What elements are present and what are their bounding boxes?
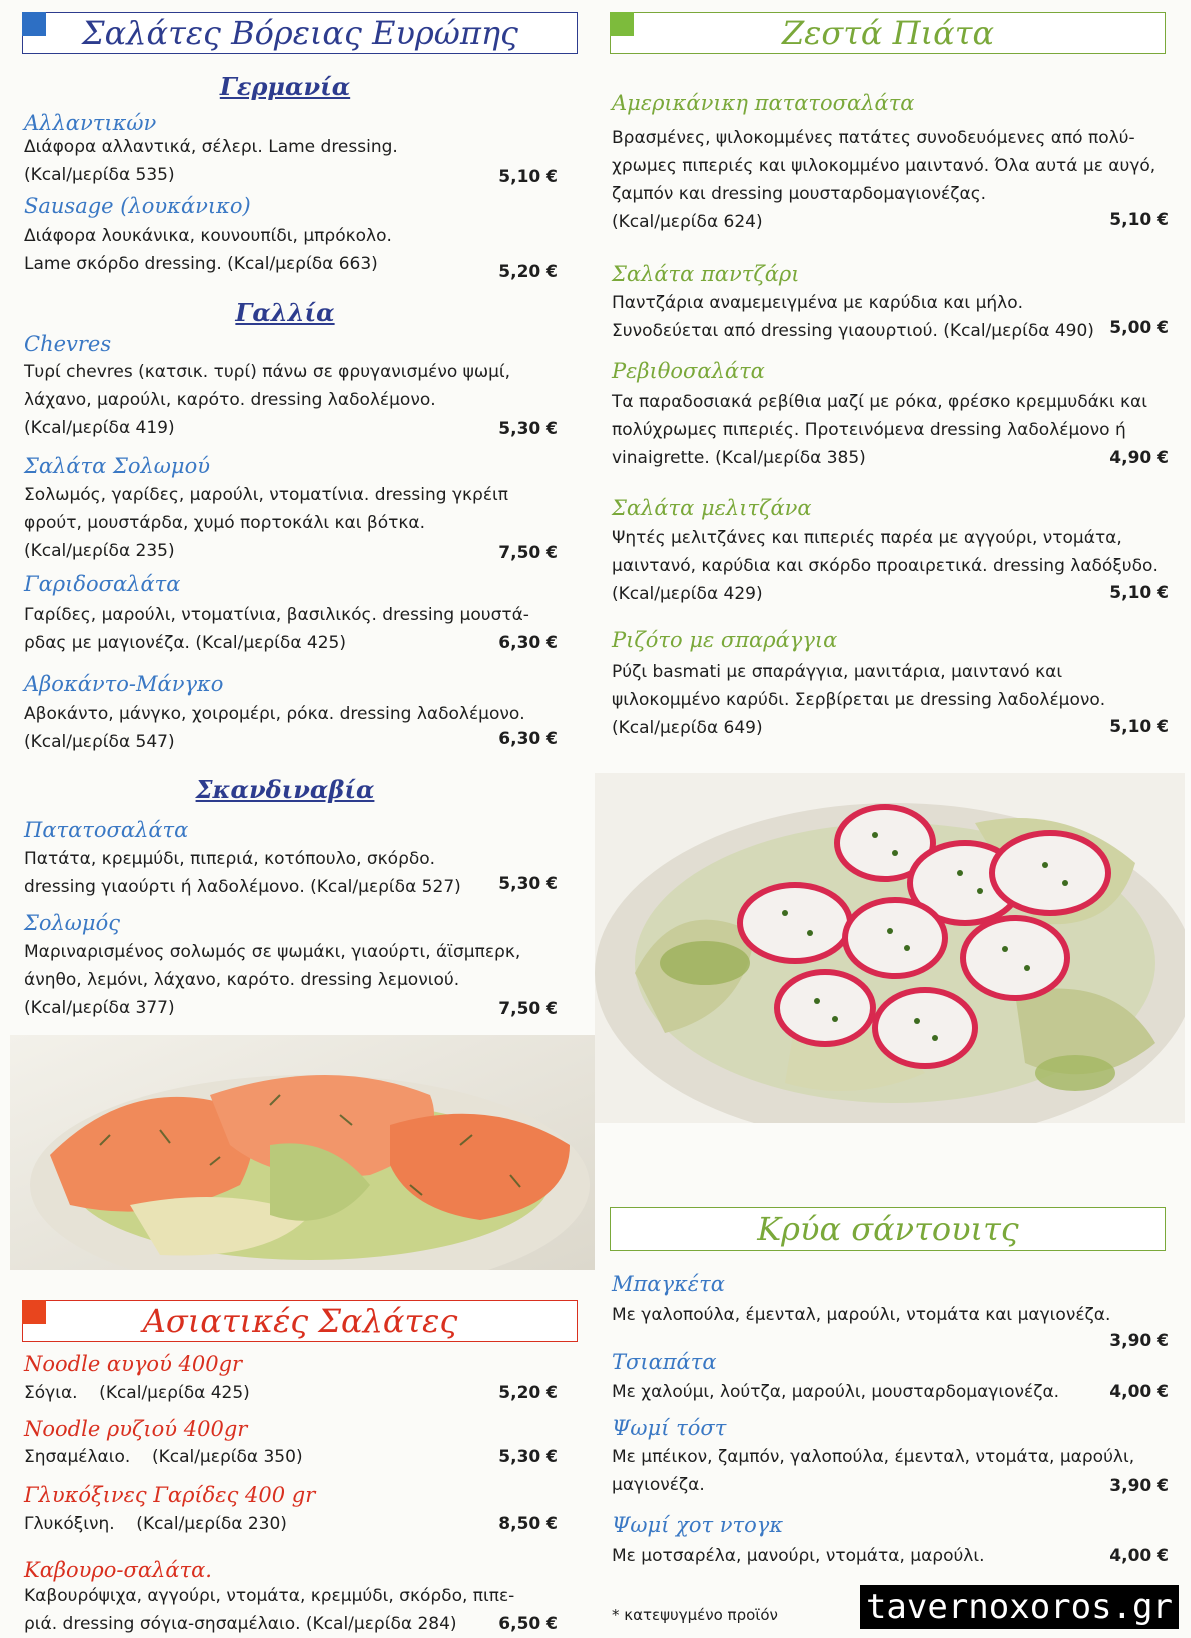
- desc-line: Τα παραδοσιακά ρεβίθια μαζί με ρόκα, φρέσκο κρεμμυδάκι και: [612, 392, 1148, 412]
- dish-price: 5,00 €: [1109, 318, 1169, 338]
- desc-line: Διάφορα λουκάνικα, κουνουπίδι, μπρόκολο.: [24, 226, 392, 246]
- dish-price: 4,00 €: [1109, 1546, 1169, 1566]
- desc-line: πολύχρωμες πιπεριές. Προτεινόμενα dressing λαδολέμονο ή: [612, 420, 1126, 440]
- desc-line: μαιντανό, καρύδια και σκόρδο προαιρετικά. dressing λαδόξυδο.: [612, 556, 1158, 576]
- dish-price: 5,20 €: [498, 262, 558, 282]
- dish-desc: [612, 388, 1182, 472]
- dish-desc: Σόγια. (Kcal/μερίδα 425): [24, 1383, 250, 1403]
- dish-price: 5,10 €: [1109, 717, 1169, 737]
- dish-price: 4,90 €: [1109, 448, 1169, 468]
- desc-line: vinaigrette. (Kcal/μερίδα 385): [612, 448, 866, 468]
- cold-sandwiches-banner: [610, 1207, 1166, 1251]
- desc-line: Αβοκάντο, μάνγκο, χοιρομέρι, ρόκα. dressing λαδολέμονο.: [24, 704, 525, 724]
- dish-name: Καβουρο-σαλάτα.: [24, 1558, 212, 1582]
- dish-price: 5,10 €: [1109, 583, 1169, 603]
- dish-price: 5,30 €: [498, 1447, 558, 1467]
- dish-price: 5,20 €: [498, 1383, 558, 1403]
- dish-desc: [612, 658, 1182, 742]
- dish-price: 3,90 €: [1109, 1476, 1169, 1496]
- dish-name: Ψωμί τόστ: [612, 1416, 727, 1440]
- desc-line: Καβουρόψιχα, αγγούρι, ντομάτα, κρεμμύδι, σκόρδο, πιπε-: [24, 1586, 515, 1606]
- desc-line: Με μπέικον, ζαμπόν, γαλοπούλα, έμενταλ, ντομάτα, μαρούλι,: [612, 1447, 1135, 1467]
- desc-line: (Kcal/μερίδα 547): [24, 732, 175, 752]
- dish-name: Sausage (λουκάνικο): [24, 194, 251, 218]
- dish-price: 8,50 €: [498, 1514, 558, 1534]
- desc-line: Τυρί chevres (κατσικ. τυρί) πάνω σε φρυγανισμένο ψωμί,: [24, 362, 511, 382]
- dish-desc: [612, 124, 1182, 236]
- dish-desc: Γλυκόξινη. (Kcal/μερίδα 230): [24, 1514, 287, 1534]
- dish-name: Πατατοσαλάτα: [24, 818, 189, 842]
- dish-desc: [612, 289, 1182, 345]
- desc-line: ριά. dressing σόγια-σησαμέλαιο. (Kcal/μερίδα 284): [24, 1614, 457, 1634]
- dish-price: 6,30 €: [498, 633, 558, 653]
- dish-price: 4,00 €: [1109, 1382, 1169, 1402]
- dish-desc: [24, 358, 564, 442]
- dish-name: Αμερικάνικη πατατοσαλάτα: [612, 91, 915, 115]
- subheading-scandinavia: Σκανδιναβία: [195, 775, 375, 804]
- dish-name: Ρεβιθοσαλάτα: [612, 359, 765, 383]
- desc-line: ρδας με μαγιονέζα. (Kcal/μερίδα 425): [24, 633, 347, 653]
- desc-line: μαγιονέζα.: [612, 1475, 705, 1495]
- desc-line: Βρασμένες, ψιλοκομμένες πατάτες συνοδευόμενες από πολύ-: [612, 128, 1135, 148]
- dish-name: Ριζότο με σπαράγγια: [612, 628, 838, 652]
- dish-price: 5,10 €: [1109, 210, 1169, 230]
- dish-desc: Με μοτσαρέλα, μανούρι, ντομάτα, μαρούλι.: [612, 1546, 985, 1566]
- desc-line: φρούτ, μουστάρδα, χυμό πορτοκάλι και βότκα.: [24, 513, 426, 533]
- dish-price: 5,30 €: [498, 419, 558, 439]
- dish-name: Τσιαπάτα: [612, 1350, 717, 1374]
- hot-dishes-title: Ζεστά Πιάτα: [781, 14, 995, 52]
- desc-line: Μαριναρισμένος σολωμός σε ψωμάκι, γιαούρτι, άϊσμπερκ,: [24, 942, 521, 962]
- dish-name: Σολωμός: [24, 911, 120, 935]
- desc-line: (Kcal/μερίδα 535): [24, 165, 175, 185]
- dish-desc: Με χαλούμι, λούτζα, μαρούλι, μουσταρδομαγιονέζα.: [612, 1382, 1060, 1402]
- desc-line: Σολωμός, γαρίδες, μαρούλι, ντοματίνια. dressing γκρέιπ: [24, 485, 509, 505]
- dish-name: Μπαγκέτα: [612, 1272, 725, 1296]
- salmon-salad-photo: [10, 1035, 595, 1270]
- desc-line: Ψητές μελιτζάνες και πιπεριές παρέα με αγγούρι, ντομάτα,: [612, 528, 1122, 548]
- subheading-germany: Γερμανία: [219, 72, 351, 101]
- radish-artichoke-photo: [595, 773, 1185, 1123]
- desc-line: άνηθο, λεμόνι, λάχανο, καρότο. dressing λεμονιού.: [24, 970, 460, 990]
- desc-line: (Kcal/μερίδα 377): [24, 998, 175, 1018]
- desc-line: Παντζάρια αναμεμειγμένα με καρύδια και μήλο.: [612, 293, 1024, 313]
- hot-dishes-banner: [610, 12, 1166, 54]
- desc-line: ζαμπόν και dressing μουσταρδομαγιονέζας.: [612, 184, 987, 204]
- asian-salads-banner: [22, 1300, 578, 1342]
- subheading-france: Γαλλία: [235, 298, 335, 327]
- desc-line: (Kcal/μερίδα 419): [24, 418, 175, 438]
- dish-desc: Με γαλοπούλα, έμενταλ, μαρούλι, ντομάτα και μαγιονέζα.: [612, 1305, 1111, 1325]
- desc-line: Πατάτα, κρεμμύδι, πιπεριά, κοτόπουλο, σκόρδο.: [24, 849, 436, 869]
- dish-desc: [24, 481, 564, 565]
- watermark-badge: tavernoxoros.gr: [860, 1585, 1179, 1629]
- desc-line: Lame σκόρδο dressing. (Kcal/μερίδα 663): [24, 254, 378, 274]
- dish-name: Noodle αυγού 400gr: [24, 1352, 243, 1376]
- dish-price: 3,90 €: [1109, 1331, 1169, 1351]
- desc-line: (Kcal/μερίδα 235): [24, 541, 175, 561]
- dish-desc: [24, 133, 564, 189]
- dish-price: 6,30 €: [498, 729, 558, 749]
- desc-line: (Kcal/μερίδα 429): [612, 584, 763, 604]
- dish-desc: [612, 1443, 1182, 1499]
- dish-name: Noodle ρυζιού 400gr: [24, 1417, 248, 1441]
- desc-line: ψιλοκομμένο καρύδι. Σερβίρεται με dressing λαδολέμονο.: [612, 690, 1106, 710]
- desc-line: (Kcal/μερίδα 624): [612, 212, 763, 232]
- dish-name: Γαριδοσαλάτα: [24, 572, 181, 596]
- dish-price: 6,50 €: [498, 1614, 558, 1634]
- dish-name: Αλλαντικών: [24, 111, 157, 135]
- dish-price: 7,50 €: [498, 999, 558, 1019]
- dish-name: Σαλάτα μελιτζάνα: [612, 496, 812, 520]
- cold-sandwiches-title: Κρύα σάντουιτς: [757, 1210, 1019, 1248]
- desc-line: dressing γιαούρτι ή λαδολέμονο. (Kcal/μερίδα 527): [24, 877, 461, 897]
- dish-price: 5,10 €: [498, 167, 558, 187]
- dish-name: Ψωμί χοτ ντογκ: [612, 1513, 784, 1537]
- dish-price: 5,30 €: [498, 874, 558, 894]
- dish-name: Σαλάτα Σολωμού: [24, 454, 210, 478]
- desc-line: (Kcal/μερίδα 649): [612, 718, 763, 738]
- north-europe-title: Σαλάτες Βόρειας Ευρώπης: [82, 14, 518, 52]
- salmon-salad-image: [10, 1035, 595, 1270]
- dish-price: 7,50 €: [498, 543, 558, 563]
- asian-salads-title: Ασιατικές Σαλάτες: [142, 1302, 458, 1340]
- desc-line: Διάφορα αλλαντικά, σέλερι. Lame dressing.: [24, 137, 398, 157]
- dish-desc: [24, 222, 564, 278]
- desc-line: Ρύζι basmati με σπαράγγια, μανιτάρια, μαιντανό και: [612, 662, 1063, 682]
- desc-line: Συνοδεύεται από dressing γιαουρτιού. (Kcal/μερίδα 490): [612, 321, 1094, 341]
- dish-name: Chevres: [24, 332, 112, 356]
- desc-line: χρωμες πιπεριές και ψιλοκομμένο μαιντανό. Όλα αυτά με αυγό,: [612, 156, 1156, 176]
- desc-line: Γαρίδες, μαρούλι, ντοματίνια, βασιλικός. dressing μουστά-: [24, 605, 529, 625]
- north-europe-banner: [22, 12, 578, 54]
- dish-name: Αβοκάντο-Μάνγκο: [24, 672, 224, 696]
- radish-salad-image: [595, 773, 1185, 1123]
- desc-line: λάχανο, μαρούλι, καρότο. dressing λαδολέμονο.: [24, 390, 436, 410]
- dish-name: Γλυκόξινες Γαρίδες 400 gr: [24, 1483, 316, 1507]
- dish-name: Σαλάτα παντζάρι: [612, 262, 800, 286]
- footnote: * κατεψυγμένο προϊόν: [612, 1606, 778, 1624]
- dish-desc: [612, 524, 1187, 608]
- dish-desc: Σησαμέλαιο. (Kcal/μερίδα 350): [24, 1447, 303, 1467]
